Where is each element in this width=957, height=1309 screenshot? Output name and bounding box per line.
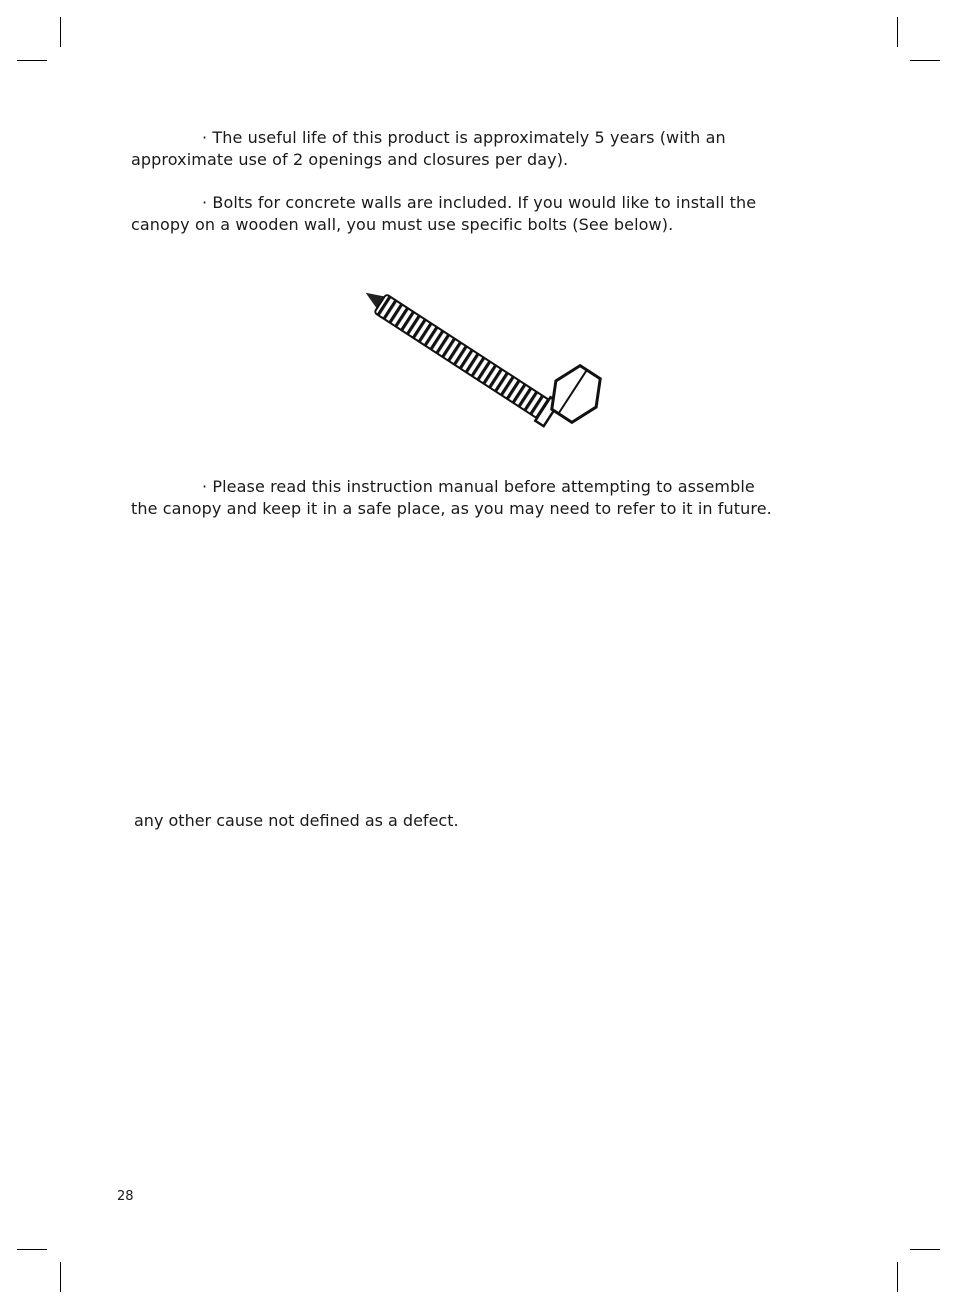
crop-mark-bottom-right-vertical xyxy=(897,1262,898,1292)
paragraph-line: · Please read this instruction manual before attempting to assemble xyxy=(202,477,755,496)
paragraph-line: the canopy and keep it in a safe place, as you may need to refer to it in future. xyxy=(131,499,772,518)
crop-mark-top-right-horizontal xyxy=(910,60,940,61)
paragraph-line: canopy on a wooden wall, you must use specific bolts (See below). xyxy=(131,215,674,234)
paragraph-line: · The useful life of this product is approximately 5 years (with an xyxy=(202,128,726,147)
crop-mark-top-left-horizontal xyxy=(17,60,47,61)
paragraph-bolts-info xyxy=(131,192,851,236)
paragraph-read-manual xyxy=(131,476,851,520)
crop-mark-top-left-vertical xyxy=(60,17,61,47)
page-number: 28 xyxy=(117,1189,134,1204)
crop-mark-bottom-left-horizontal xyxy=(17,1249,47,1250)
paragraph-line: · Bolts for concrete walls are included. If you would like to install the xyxy=(202,193,757,212)
crop-mark-bottom-left-vertical xyxy=(60,1262,61,1292)
paragraph-useful-life xyxy=(131,127,851,171)
hex-bolt-icon xyxy=(360,274,610,446)
crop-mark-bottom-right-horizontal xyxy=(910,1249,940,1250)
crop-mark-top-right-vertical xyxy=(897,17,898,47)
paragraph-line: approximate use of 2 openings and closures per day). xyxy=(131,150,569,169)
defect-text: any other cause not defined as a defect. xyxy=(134,811,459,830)
